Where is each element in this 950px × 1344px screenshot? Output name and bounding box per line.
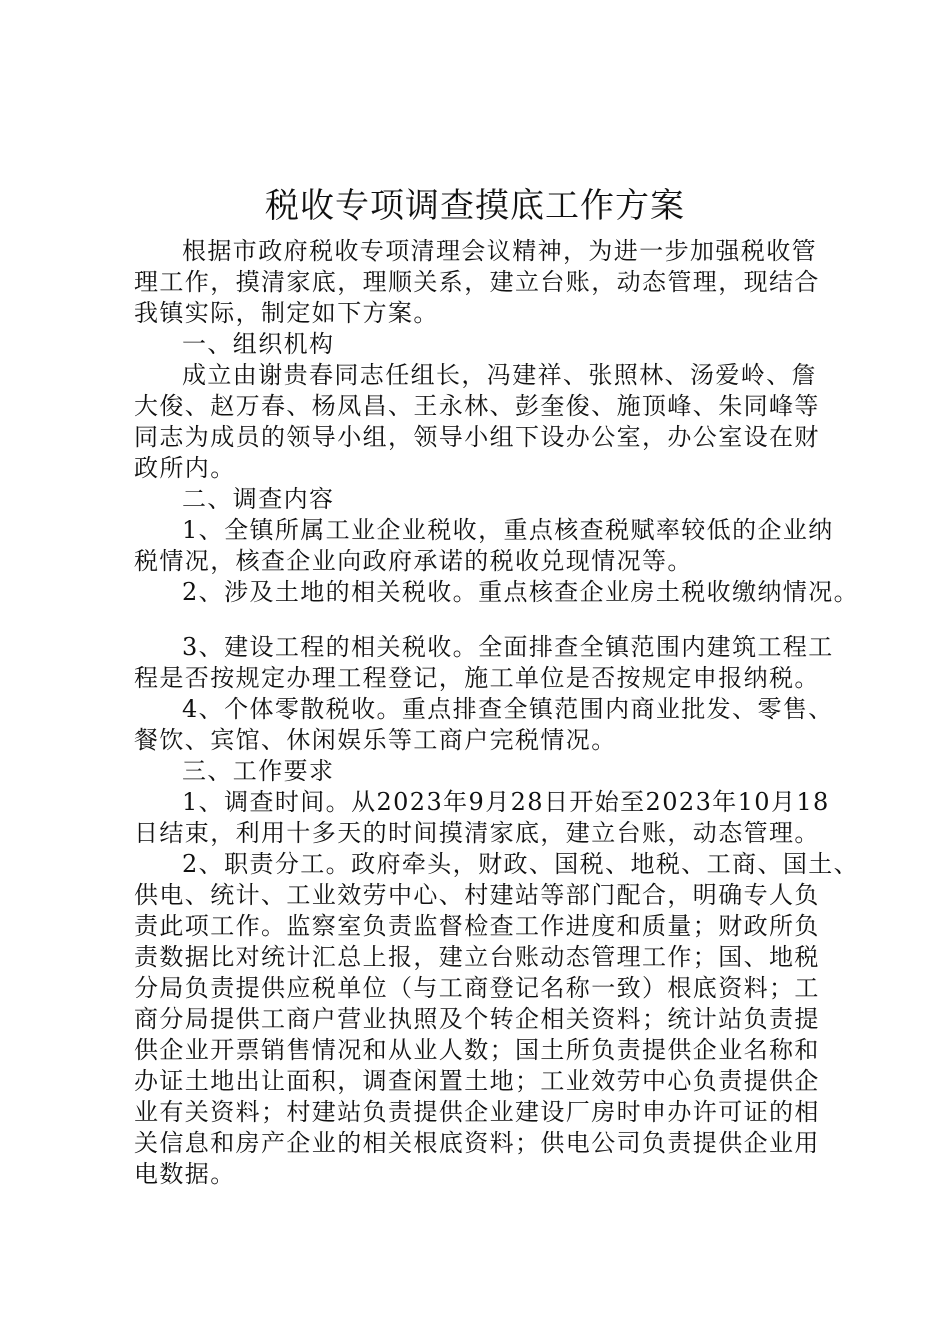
paragraph-line: 税情况，核查企业向政府承诺的税收兑现情况等。: [134, 547, 693, 575]
paragraph-line: 1、调查时间。从2023年9月28日开始至2023年10月18: [182, 788, 830, 816]
paragraph-line: 根据市政府税收专项清理会议精神，为进一步加强税收管: [182, 237, 817, 265]
paragraph-line: 商分局提供工商户营业执照及个转企相关资料；统计站负责提: [134, 1005, 820, 1033]
paragraph-line: 3、建设工程的相关税收。全面排查全镇范围内建筑工程工: [182, 633, 834, 661]
paragraph-line: 责此项工作。监察室负责监督检查工作进度和质量；财政所负: [134, 912, 820, 940]
section-heading: 二、调查内容: [182, 485, 335, 513]
paragraph-line: 成立由谢贵春同志任组长，冯建祥、张照林、汤爱岭、詹: [182, 361, 817, 389]
paragraph-line: 餐饮、宾馆、休闲娱乐等工商户完税情况。: [134, 726, 617, 754]
paragraph-line: 理工作，摸清家底，理顺关系，建立台账，动态管理，现结合: [134, 268, 820, 296]
paragraph-line: 程是否按规定办理工程登记，施工单位是否按规定申报纳税。: [134, 664, 820, 692]
paragraph-line: 4、个体零散税收。重点排查全镇范围内商业批发、零售、: [182, 695, 834, 723]
paragraph-line: 供企业开票销售情况和从业人数；国土所负责提供企业名称和: [134, 1036, 820, 1064]
section-heading: 一、组织机构: [182, 330, 335, 358]
paragraph-line: 政所内。: [134, 454, 236, 482]
paragraph-line: 2、职责分工。政府牵头，财政、国税、地税、工商、国土、: [182, 850, 860, 878]
paragraph-line: 分局负责提供应税单位（与工商登记名称一致）根底资料；工: [134, 974, 820, 1002]
paragraph-line: 供电、统计、工业效劳中心、村建站等部门配合，明确专人负: [134, 881, 820, 909]
paragraph-line: 办证土地出让面积，调查闲置土地；工业效劳中心负责提供企: [134, 1067, 820, 1095]
paragraph-line: 我镇实际，制定如下方案。: [134, 299, 439, 327]
document-title: 税收专项调查摸底工作方案: [265, 186, 685, 226]
paragraph-line: 关信息和房产企业的相关根底资料；供电公司负责提供企业用: [134, 1129, 820, 1157]
paragraph-line: 责数据比对统计汇总上报，建立台账动态管理工作；国、地税: [134, 943, 820, 971]
paragraph-line: 1、全镇所属工业企业税收，重点核查税赋率较低的企业纳: [182, 516, 834, 544]
paragraph-line: 大俊、赵万春、杨凤昌、王永林、彭奎俊、施顶峰、朱同峰等: [134, 392, 820, 420]
paragraph-line: 同志为成员的领导小组，领导小组下设办公室，办公室设在财: [134, 423, 820, 451]
paragraph-line: 业有关资料；村建站负责提供企业建设厂房时申办许可证的相: [134, 1098, 820, 1126]
paragraph-line: 日结束，利用十多天的时间摸清家底，建立台账，动态管理。: [134, 819, 820, 847]
section-heading: 三、工作要求: [182, 757, 335, 785]
paragraph-line: 电数据。: [134, 1160, 236, 1188]
paragraph-line: 2、涉及土地的相关税收。重点核查企业房土税收缴纳情况。: [182, 578, 860, 606]
